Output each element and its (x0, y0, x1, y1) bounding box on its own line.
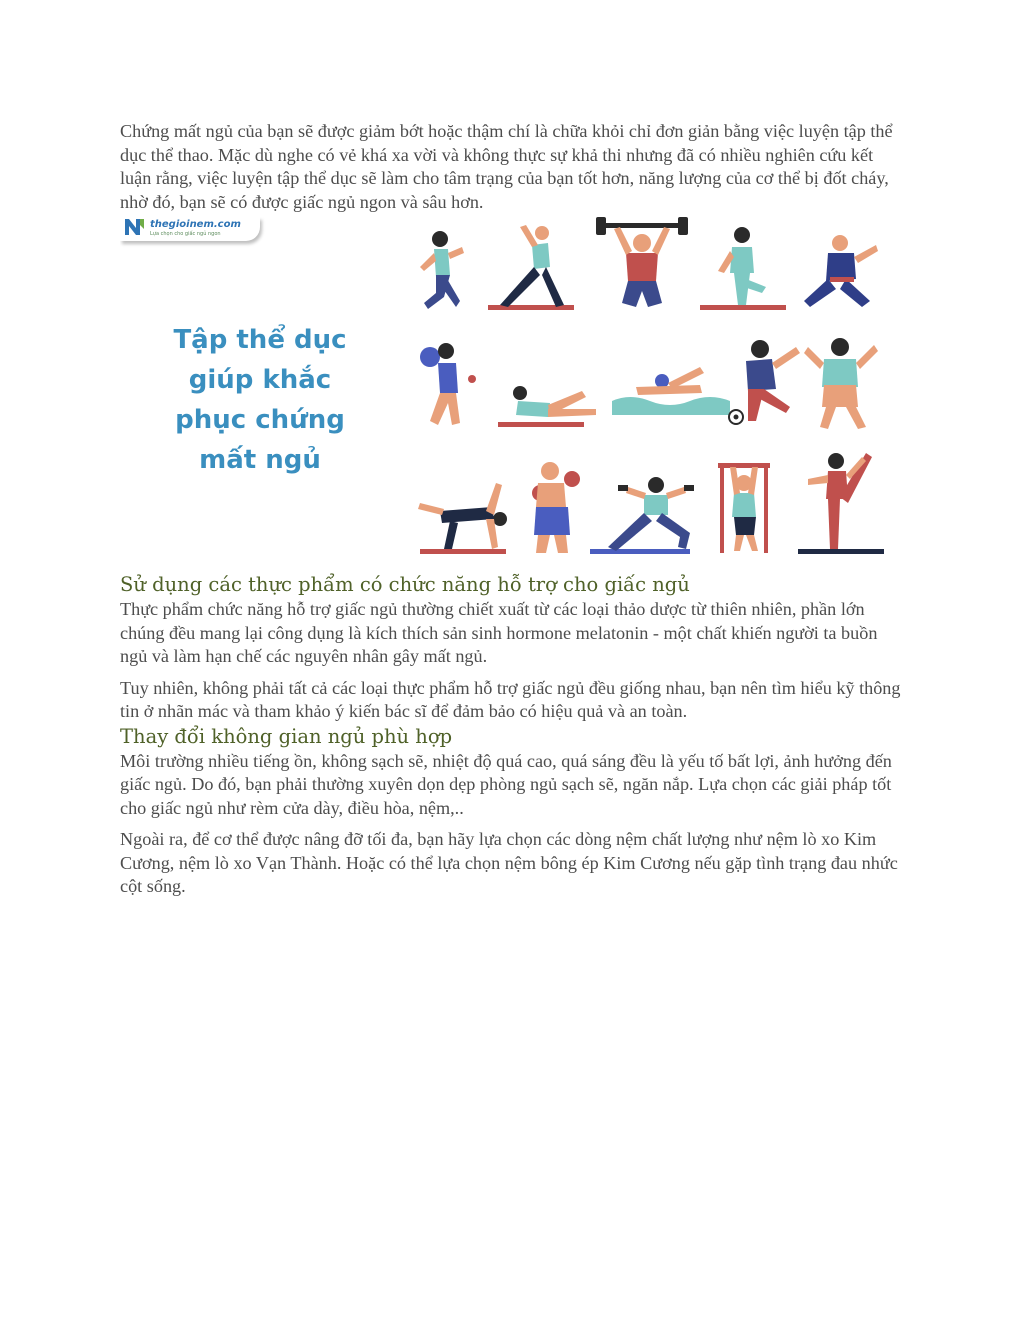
runner-figure (420, 231, 464, 309)
figure-title-line: Tập thể dục (173, 325, 347, 355)
dancing-figure (804, 338, 878, 429)
weightlifter-figure (596, 217, 688, 307)
exercise-mat (498, 422, 584, 427)
boxer-figure (532, 462, 580, 553)
food-paragraph-1: Thực phẩm chức năng hỗ trợ giấc ngủ thường chiết xuất từ các loại thảo dược từ thiên nhiên, phần lớn chúng đều mang lại công dụng là kích thích sản sinh hormone melatonin - một chất khiến người ta buồn ngủ và làm hạn chế các nguyên nhân gây mất ngủ. (120, 599, 878, 666)
soccer-figure (729, 340, 800, 424)
figure-title-line: giúp khắc (188, 365, 332, 395)
exercise-illustration (120, 217, 885, 572)
heading-sleep-space: Thay đổi không gian ngủ phù hợp (120, 724, 453, 748)
site-logo (120, 217, 260, 241)
figure-title-line: phục chứng (175, 405, 345, 435)
tree-pose-figure (718, 227, 766, 305)
cat-pose-figure (418, 483, 507, 549)
exercise-mat (488, 305, 574, 310)
exercise-mat (798, 549, 884, 554)
tennis-figure (420, 343, 476, 425)
swimmer-figure (612, 367, 730, 415)
exercise-mat (420, 549, 506, 554)
yoga-stretch-figure (500, 225, 564, 307)
food-paragraph-2: Tuy nhiên, không phải tất cả các loại thực phẩm hỗ trợ giấc ngủ đều giống nhau, bạn nên tìm hiểu kỹ thông tin ở nhãn mác và tham khảo ý kiến bác sĩ để đảm bảo có hiệu quả và an toàn. (120, 677, 901, 721)
standing-split-figure (808, 453, 872, 549)
space-paragraph-2: Ngoài ra, để cơ thể được nâng đỡ tối đa, bạn hãy lựa chọn các dòng nệm chất lượng như nệm lò xo Kim Cương, nệm lò xo Vạn Thành. Hoặc có thể lựa chọn nệm bông ép Kim Cương nếu gặp tình trạng đau nhức cột sống. (120, 829, 898, 896)
exercise-mat (700, 305, 786, 310)
lunge-dumbbell-figure (608, 477, 694, 551)
heading-food-supplements: Sử dụng các thực phẩm có chức năng hỗ trợ cho giấc ngủ (120, 573, 690, 596)
martial-arts-figure (804, 235, 878, 307)
pilates-figure (513, 386, 596, 417)
document-page (120, 120, 905, 899)
figure-title (160, 320, 360, 480)
intro-paragraph: Chứng mất ngủ của bạn sẽ được giảm bớt hoặc thậm chí là chữa khỏi chỉ đơn giản bằng việc luyện tập thể dục thể thao. Mặc dù nghe có vẻ khá xa vời và không thực sự khả thi nhưng đã có nhiều nghiên cứu kết luận rằng, việc luyện tập thể dục sẽ làm cho tâm trạng của bạn tốt hơn, năng lượng của cơ thể bị đốt cháy, nhờ đó, bạn sẽ có được giấc ngủ ngon và sâu hơn. (120, 121, 893, 212)
logo-tagline: Lựa chọn cho giấc ngủ ngon (150, 231, 221, 237)
logo-mark-icon (122, 217, 148, 239)
exercise-mat (590, 549, 690, 554)
pullup-bar-figure (718, 463, 770, 553)
logo-text: thegioinem.com (150, 219, 241, 230)
exercise-figures (400, 217, 885, 572)
space-paragraph-1: Môi trường nhiều tiếng ồn, không sạch sẽ, nhiệt độ quá cao, quá sáng đều là yếu tố bất lợi, ảnh hưởng đến giấc ngủ. Do đó, bạn phải thường xuyên dọn dẹp phòng ngủ sạch sẽ, ngăn nắp. Lựa chọn các giải pháp tốt cho giấc ngủ như rèm cửa dày, điều hòa, nệm,.. (120, 750, 892, 818)
figure-title-line: mất ngủ (199, 445, 321, 475)
